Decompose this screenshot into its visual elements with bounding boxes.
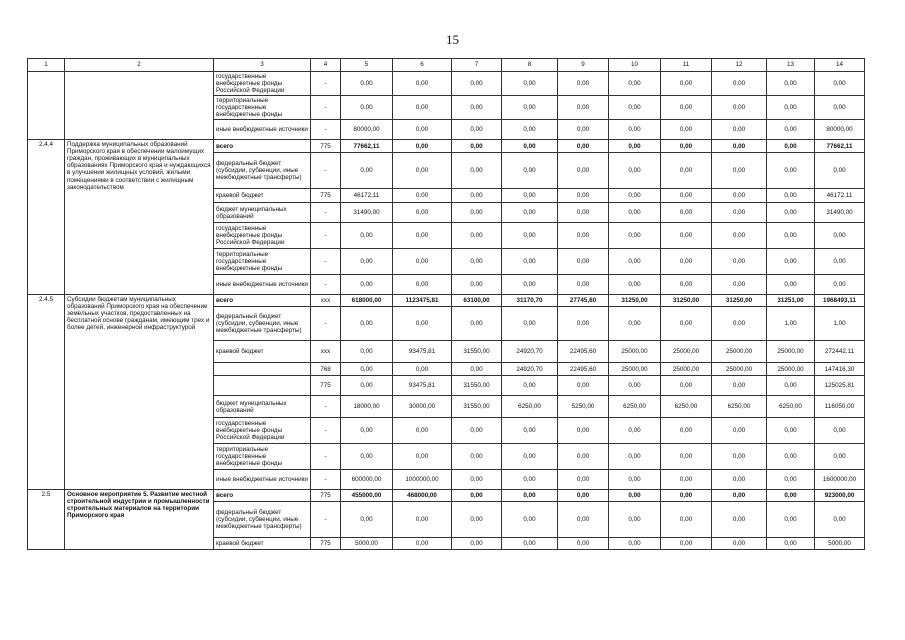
page-number: 15 xyxy=(446,32,459,47)
value-cell: 0,00 xyxy=(661,189,712,203)
value-cell: 0,00 xyxy=(502,140,558,153)
code-cell: - xyxy=(311,96,341,120)
value-cell: 6250,00 xyxy=(609,396,661,418)
value-cell: 0,00 xyxy=(609,72,661,96)
code-cell: - xyxy=(311,249,341,275)
value-cell: 0,00 xyxy=(609,275,661,295)
funding-source-cell: государственные внебюджетные фонды Российской Федерации xyxy=(214,223,311,249)
value-cell: 0,00 xyxy=(815,444,865,470)
value-cell: 22495,60 xyxy=(558,363,609,376)
value-cell: 0,00 xyxy=(661,307,712,341)
value-cell: 0,00 xyxy=(767,203,815,223)
value-cell: 147416,30 xyxy=(815,363,865,376)
value-cell: 25000,00 xyxy=(712,341,767,363)
value-cell: 455000,00 xyxy=(341,490,393,502)
value-cell: 0.00 xyxy=(341,96,393,120)
value-cell: 0.00 xyxy=(341,72,393,96)
value-cell: 0,00 xyxy=(452,363,502,376)
header-cell: 10 xyxy=(609,59,661,72)
value-cell: 0,00 xyxy=(558,189,609,203)
value-cell: 0,00 xyxy=(609,120,661,140)
item-number-cell: 2.5 xyxy=(28,490,65,550)
activity-name-cell xyxy=(65,72,214,140)
value-cell: 0,00 xyxy=(452,470,502,490)
header-cell: 4 xyxy=(311,59,341,72)
value-cell: 0,00 xyxy=(609,249,661,275)
value-cell: 0,00 xyxy=(661,72,712,96)
value-cell: 0,00 xyxy=(393,72,452,96)
value-cell: 0,00 xyxy=(502,223,558,249)
value-cell: 0,00 xyxy=(393,418,452,444)
header-cell: 1 xyxy=(28,59,65,72)
activity-name-cell: Основное мероприятие 5. Развитие местной строительной индустрии и промышленности строительных материалов на территории Приморского края xyxy=(65,490,214,550)
funding-source-cell: федеральный бюджет (субсидии, субвенции, иные межбюджетные трансферты) xyxy=(214,307,311,341)
code-cell: 775 xyxy=(311,538,341,550)
value-cell: 0,00 xyxy=(661,470,712,490)
value-cell: 0,00 xyxy=(767,418,815,444)
value-cell: 25000,00 xyxy=(712,363,767,376)
value-cell: 0,00 xyxy=(712,189,767,203)
header-cell: 5 xyxy=(341,59,393,72)
value-cell: 0,00 xyxy=(558,72,609,96)
value-cell: 1600000,00 xyxy=(815,470,865,490)
value-cell: 0,00 xyxy=(452,502,502,538)
value-cell: 80000,00 xyxy=(341,120,393,140)
value-cell: 0,00 xyxy=(661,502,712,538)
value-cell: 0,00 xyxy=(609,189,661,203)
value-cell: 0,00 xyxy=(452,153,502,189)
value-cell: 0,00 xyxy=(815,275,865,295)
value-cell: 0,00 xyxy=(341,502,393,538)
value-cell: 0,00 xyxy=(661,249,712,275)
value-cell: 0,00 xyxy=(558,223,609,249)
value-cell: 0,00 xyxy=(502,307,558,341)
value-cell: 0.00 xyxy=(393,189,452,203)
value-cell: 0,00 xyxy=(609,140,661,153)
value-cell: 31170,70 xyxy=(502,295,558,307)
value-cell: 0,00 xyxy=(712,275,767,295)
header-cell: 14 xyxy=(815,59,865,72)
value-cell: 0,00 xyxy=(661,444,712,470)
value-cell: 0,00 xyxy=(341,223,393,249)
value-cell: 0,00 xyxy=(502,72,558,96)
value-cell: 0,00 xyxy=(452,223,502,249)
table-row xyxy=(28,490,865,502)
header-cell: 6 xyxy=(393,59,452,72)
code-cell: 775 xyxy=(311,189,341,203)
value-cell: 0,00 xyxy=(452,72,502,96)
value-cell: 0,00 xyxy=(815,249,865,275)
value-cell: 0,00 xyxy=(767,140,815,153)
value-cell: 0,00 xyxy=(767,223,815,249)
value-cell: 0,00 xyxy=(452,307,502,341)
value-cell: 0,00 xyxy=(502,538,558,550)
value-cell: 0,00 xyxy=(341,341,393,363)
value-cell: 0,00 xyxy=(712,140,767,153)
value-cell: 0,00 xyxy=(393,538,452,550)
value-cell: 0,00 xyxy=(609,223,661,249)
value-cell: 0,00 xyxy=(502,444,558,470)
value-cell: 5000,00 xyxy=(815,538,865,550)
value-cell: 0,00 xyxy=(767,275,815,295)
value-cell: 0,00 xyxy=(502,203,558,223)
value-cell: 0,00 xyxy=(712,502,767,538)
value-cell: 31490,00 xyxy=(815,203,865,223)
code-cell: ххх xyxy=(311,341,341,363)
value-cell: 31251,00 xyxy=(767,295,815,307)
value-cell: 0,00 xyxy=(558,96,609,120)
value-cell: 0,00 xyxy=(341,418,393,444)
code-cell: - xyxy=(311,470,341,490)
value-cell: 30000,00 xyxy=(393,396,452,418)
value-cell: 0,00 xyxy=(767,72,815,96)
value-cell: 0,00 xyxy=(767,153,815,189)
value-cell: 116050,00 xyxy=(815,396,865,418)
funding-source-cell: всего xyxy=(214,490,311,502)
value-cell: 25000,00 xyxy=(767,341,815,363)
value-cell: 0,00 xyxy=(452,490,502,502)
value-cell: 0,00 xyxy=(558,470,609,490)
value-cell: 0,00 xyxy=(558,490,609,502)
value-cell: 0,00 xyxy=(393,249,452,275)
value-cell: 0,00 xyxy=(452,444,502,470)
value-cell: 1123475,81 xyxy=(393,295,452,307)
value-cell: 0,00 xyxy=(767,490,815,502)
value-cell: 0,00 xyxy=(558,153,609,189)
value-cell: 0,00 xyxy=(661,96,712,120)
value-cell: 923000,00 xyxy=(815,490,865,502)
value-cell: 6250,00 xyxy=(661,396,712,418)
value-cell: 0,00 xyxy=(341,153,393,189)
value-cell: 0,00 xyxy=(341,444,393,470)
value-cell: 25000,00 xyxy=(661,341,712,363)
value-cell: 272442,11 xyxy=(815,341,865,363)
value-cell: 0,00 xyxy=(341,275,393,295)
value-cell: 1,00 xyxy=(815,307,865,341)
value-cell: 0,00 xyxy=(393,444,452,470)
value-cell: 77662,11 xyxy=(815,140,865,153)
value-cell: 31250,00 xyxy=(712,295,767,307)
header-cell: 3 xyxy=(214,59,311,72)
value-cell: 0,00 xyxy=(815,153,865,189)
value-cell: 0,00 xyxy=(712,96,767,120)
value-cell: 0,00 xyxy=(558,418,609,444)
value-cell: 31250,00 xyxy=(609,295,661,307)
value-cell: 0,00 xyxy=(393,153,452,189)
value-cell: 0,00 xyxy=(815,96,865,120)
value-cell: 1,00 xyxy=(767,307,815,341)
value-cell: 0,00 xyxy=(558,502,609,538)
value-cell: 18000,00 xyxy=(341,396,393,418)
code-cell: - xyxy=(311,120,341,140)
funding-source-cell: всего xyxy=(214,295,311,307)
value-cell: 0,00 xyxy=(452,189,502,203)
value-cell: 0,00 xyxy=(502,120,558,140)
value-cell: 0,00 xyxy=(712,249,767,275)
value-cell: 31550,00 xyxy=(452,396,502,418)
code-cell: 775 xyxy=(311,490,341,502)
value-cell: 0,00 xyxy=(558,140,609,153)
value-cell: 0,00 xyxy=(609,538,661,550)
code-cell: - xyxy=(311,223,341,249)
value-cell: 1968493,11 xyxy=(815,295,865,307)
value-cell: 0,00 xyxy=(502,490,558,502)
value-cell: 0,00 xyxy=(712,203,767,223)
funding-source-cell: территориальные государственные внебюджетные фонды xyxy=(214,444,311,470)
value-cell: 27745,60 xyxy=(558,295,609,307)
value-cell: 0,00 xyxy=(712,444,767,470)
value-cell: 0,00 xyxy=(712,72,767,96)
code-cell: 775 xyxy=(311,140,341,153)
code-cell: - xyxy=(311,275,341,295)
value-cell: 0,00 xyxy=(502,96,558,120)
value-cell: 0,00 xyxy=(661,153,712,189)
value-cell: 0,00 xyxy=(661,223,712,249)
value-cell: 0,00 xyxy=(341,249,393,275)
value-cell: 80000,00 xyxy=(815,120,865,140)
value-cell: 0,00 xyxy=(661,275,712,295)
value-cell: 0,00 xyxy=(767,502,815,538)
header-cell: 11 xyxy=(661,59,712,72)
value-cell: 0,00 xyxy=(558,275,609,295)
value-cell: 0,00 xyxy=(767,189,815,203)
value-cell: 0,00 xyxy=(558,376,609,396)
value-cell: 0,00 xyxy=(661,203,712,223)
funding-source-cell: бюджет муниципальных образований xyxy=(214,396,311,418)
value-cell: 0,00 xyxy=(558,249,609,275)
value-cell: 6250,00 xyxy=(767,396,815,418)
value-cell: 77662,11 xyxy=(341,140,393,153)
value-cell: 0,00 xyxy=(712,490,767,502)
value-cell: 0,00 xyxy=(452,203,502,223)
value-cell: 0,00 xyxy=(712,538,767,550)
value-cell: 0,00 xyxy=(767,376,815,396)
value-cell: 0,00 xyxy=(393,203,452,223)
value-cell: 0,00 xyxy=(609,418,661,444)
value-cell: 0,00 xyxy=(609,490,661,502)
item-number-cell: 2.4.5 xyxy=(28,295,65,490)
value-cell: 0,00 xyxy=(712,470,767,490)
value-cell: 0,00 xyxy=(502,376,558,396)
value-cell: 6250,00 xyxy=(712,396,767,418)
funding-source-cell xyxy=(214,376,311,396)
value-cell: 0,00 xyxy=(452,120,502,140)
value-cell: 0,00 xyxy=(712,418,767,444)
value-cell: 125025,81 xyxy=(815,376,865,396)
funding-source-cell: государственные внебюджетные фонды Российской Федерации xyxy=(214,72,311,96)
value-cell: 0,00 xyxy=(452,538,502,550)
value-cell: 31550,00 xyxy=(452,376,502,396)
value-cell: 0,00 xyxy=(661,376,712,396)
value-cell: 93475,81 xyxy=(393,376,452,396)
value-cell: 25000,00 xyxy=(767,363,815,376)
value-cell: 0,00 xyxy=(661,538,712,550)
funding-source-cell: государственные внебюджетные фонды Российской Федерации xyxy=(214,418,311,444)
value-cell: 24920,70 xyxy=(502,363,558,376)
code-cell: 775 xyxy=(311,376,341,396)
header-cell: 13 xyxy=(767,59,815,72)
value-cell: 0,00 xyxy=(393,307,452,341)
budget-table xyxy=(27,58,865,550)
value-cell: 0,00 xyxy=(767,120,815,140)
value-cell: 0,00 xyxy=(712,120,767,140)
value-cell: 0,00 xyxy=(502,153,558,189)
value-cell: 31550,00 xyxy=(452,341,502,363)
value-cell: 0,00 xyxy=(558,444,609,470)
code-cell: - xyxy=(311,153,341,189)
value-cell: 0,00 xyxy=(452,96,502,120)
value-cell: 0,00 xyxy=(558,203,609,223)
value-cell: 0,00 xyxy=(815,502,865,538)
item-number-cell: 2.4.4 xyxy=(28,140,65,295)
code-cell: - xyxy=(311,502,341,538)
funding-source-cell: краевой бюджет xyxy=(214,341,311,363)
funding-source-cell: иные внебюджетные источники xyxy=(214,470,311,490)
header-row xyxy=(28,59,865,72)
value-cell: 0,00 xyxy=(609,376,661,396)
funding-source-cell: иные внебюджетные источники xyxy=(214,120,311,140)
value-cell: 0,00 xyxy=(767,444,815,470)
value-cell: 5000,00 xyxy=(341,538,393,550)
value-cell: 0,00 xyxy=(341,376,393,396)
value-cell: 6250,00 xyxy=(502,396,558,418)
value-cell: 25000,00 xyxy=(609,341,661,363)
value-cell: 0,00 xyxy=(767,96,815,120)
value-cell: 618000,00 xyxy=(341,295,393,307)
value-cell: 0,00 xyxy=(815,72,865,96)
value-cell: 0,00 xyxy=(393,275,452,295)
value-cell: 25000,00 xyxy=(609,363,661,376)
value-cell: 31490,00 xyxy=(341,203,393,223)
funding-source-cell: краевой бюджет xyxy=(214,538,311,550)
value-cell: 0,00 xyxy=(712,307,767,341)
funding-source-cell: краевой бюджет xyxy=(214,189,311,203)
value-cell: 0,00 xyxy=(661,418,712,444)
value-cell: 0,00 xyxy=(502,189,558,203)
value-cell: 0,00 xyxy=(609,470,661,490)
value-cell: 0,00 xyxy=(767,249,815,275)
funding-source-cell: территориальные государственные внебюджетные фонды xyxy=(214,249,311,275)
value-cell: 22495,60 xyxy=(558,341,609,363)
header-cell: 7 xyxy=(452,59,502,72)
funding-source-cell: территориальные государственные внебюджетные фонды xyxy=(214,96,311,120)
header-cell: 12 xyxy=(712,59,767,72)
value-cell: 0,00 xyxy=(502,502,558,538)
value-cell: 1000000,00 xyxy=(393,470,452,490)
value-cell: 0,00 xyxy=(609,96,661,120)
value-cell: 0,00 xyxy=(502,418,558,444)
table-row xyxy=(28,295,865,307)
value-cell: 0,00 xyxy=(609,203,661,223)
value-cell: 0,00 xyxy=(502,249,558,275)
value-cell: 0,00 xyxy=(393,140,452,153)
value-cell: 93475,81 xyxy=(393,341,452,363)
value-cell: 0,00 xyxy=(393,223,452,249)
funding-source-cell: иные внебюджетные источники xyxy=(214,275,311,295)
value-cell: 0,00 xyxy=(815,418,865,444)
value-cell: 0,00 xyxy=(452,275,502,295)
header-cell: 8 xyxy=(502,59,558,72)
value-cell: 0,00 xyxy=(393,96,452,120)
value-cell: 63100,00 xyxy=(452,295,502,307)
value-cell: 0,00 xyxy=(661,140,712,153)
code-cell: - xyxy=(311,396,341,418)
value-cell: 25000,00 xyxy=(661,363,712,376)
value-cell: 0,00 xyxy=(609,444,661,470)
value-cell: 0,00 xyxy=(502,470,558,490)
value-cell: 0,00 xyxy=(609,502,661,538)
value-cell: 0,00 xyxy=(341,307,393,341)
value-cell: 0,00 xyxy=(661,120,712,140)
value-cell: 0,00 xyxy=(502,275,558,295)
table-row xyxy=(28,140,865,153)
code-cell: - xyxy=(311,444,341,470)
value-cell: 5250,00 xyxy=(558,396,609,418)
funding-source-cell: федеральный бюджет (субсидии, субвенции, иные межбюджетные трансферты) xyxy=(214,502,311,538)
value-cell: 0,00 xyxy=(661,490,712,502)
code-cell: ххх xyxy=(311,295,341,307)
code-cell: - xyxy=(311,203,341,223)
value-cell: 0,00 xyxy=(393,363,452,376)
value-cell: 46172,11 xyxy=(341,189,393,203)
table-row xyxy=(28,72,865,96)
value-cell: 0,00 xyxy=(452,418,502,444)
code-cell: - xyxy=(311,418,341,444)
value-cell: 0,00 xyxy=(712,153,767,189)
code-cell: - xyxy=(311,307,341,341)
funding-source-cell: всего xyxy=(214,140,311,153)
value-cell: 0,00 xyxy=(609,153,661,189)
value-cell: 0,00 xyxy=(609,307,661,341)
value-cell: 0,00 xyxy=(452,249,502,275)
activity-name-cell: Субсидии бюджетам муниципальных образований Приморского края на обеспечение земельных участков, предоставленных на бесплатной основе гражданам, имеющим трех и более детей, инженерной инфраструктурой xyxy=(65,295,214,490)
value-cell: 0,00 xyxy=(393,120,452,140)
value-cell: 0,00 xyxy=(815,223,865,249)
value-cell: 0,00 xyxy=(712,376,767,396)
header-cell: 9 xyxy=(558,59,609,72)
value-cell: 31250,00 xyxy=(661,295,712,307)
value-cell: 0,00 xyxy=(767,538,815,550)
value-cell: 0,00 xyxy=(767,470,815,490)
value-cell: 0,00 xyxy=(393,502,452,538)
funding-source-cell: федеральный бюджет (субсидии, субвенции, иные межбюджетные трансферты) xyxy=(214,153,311,189)
value-cell: 46172,11 xyxy=(815,189,865,203)
value-cell: 24920,70 xyxy=(502,341,558,363)
funding-source-cell xyxy=(214,363,311,376)
code-cell: 768 xyxy=(311,363,341,376)
item-number-cell xyxy=(28,72,65,140)
activity-name-cell: Поддержка муниципальных образований Приморского края в обеспечении малоимущих граждан, проживающих в муниципальных образованиях Приморского края и нуждающихся в улучшении жилищных условий, жилыми помещениями в соответствии с жилищным законодательством xyxy=(65,140,214,295)
value-cell: 0,00 xyxy=(558,307,609,341)
value-cell: 0,00 xyxy=(558,120,609,140)
code-cell: - xyxy=(311,72,341,96)
value-cell: 600000,00 xyxy=(341,470,393,490)
header-cell: 2 xyxy=(65,59,214,72)
funding-source-cell: бюджет муниципальных образований xyxy=(214,203,311,223)
value-cell: 468000,00 xyxy=(393,490,452,502)
value-cell: 0,00 xyxy=(341,363,393,376)
value-cell: 0,00 xyxy=(712,223,767,249)
value-cell: 0,00 xyxy=(452,140,502,153)
value-cell: 0,00 xyxy=(558,538,609,550)
